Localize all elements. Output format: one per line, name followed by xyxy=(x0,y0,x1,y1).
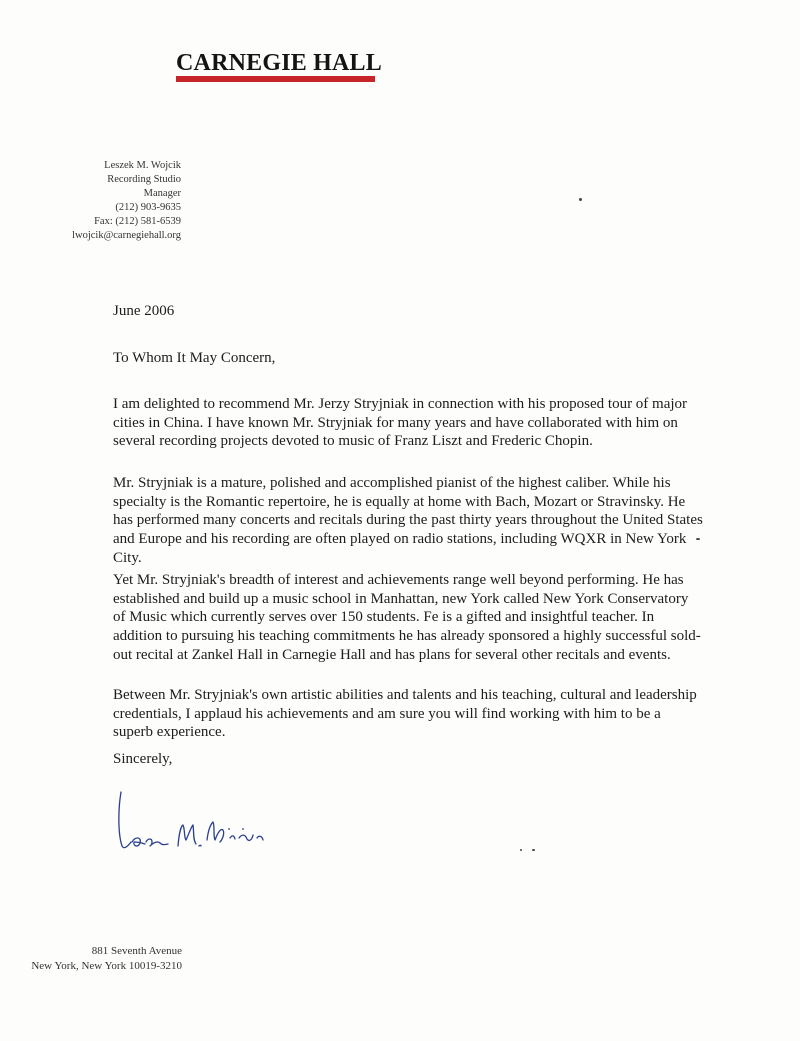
footer-street: 881 Seventh Avenue xyxy=(91,945,182,957)
sender-name: Leszek M. Wojcik xyxy=(104,160,181,171)
letter-paragraph-3: Yet Mr. Stryjniak's breadth of interest and achievements range well beyond performing. He has established and build up a music school in Manhattan, new York called New York Conservatory of Music which currently serves over 150 students. Fe is a gifted and insightful teacher. In addition to pursuing his teaching commitments he has already sponsored a highly successful sold-out recital at Zankel Hall in Carnegie Hall and has plans for several other recitals and events. xyxy=(113,572,701,663)
sender-fax: Fax: (212) 581-6539 xyxy=(94,216,181,227)
paper-speck xyxy=(520,849,522,851)
letter-closing: Sincerely, xyxy=(113,751,173,767)
sender-email: lwojcik@carnegiehall.org xyxy=(72,230,181,241)
paper-speck xyxy=(532,849,535,851)
sender-contact-block xyxy=(40,159,181,243)
letterhead-red-bar xyxy=(176,76,375,82)
handwritten-signature xyxy=(112,782,272,857)
letter-paragraph-2: Mr. Stryjniak is a mature, polished and accomplished pianist of the highest caliber. While his specialty is the Romantic repertoire, he is equally at home with Bach, Mozart or Stravinsky. He has performed many concerts and recitals during the past thirty years throughout the United States and Europe and his recording are often played on radio stations, including WQXR in New York City. xyxy=(113,475,703,566)
footer-city: New York, New York 10019-3210 xyxy=(31,959,182,972)
sender-title-line1: Recording Studio xyxy=(107,174,181,185)
letter-paragraph-1: I am delighted to recommend Mr. Jerzy Stryjniak in connection with his proposed tour of major cities in China. I have known Mr. Stryjniak for many years and have collaborated with him on several recording projects devoted to music of Franz Liszt and Frederic Chopin. xyxy=(113,396,688,450)
footer-address xyxy=(20,944,182,973)
paper-speck xyxy=(579,198,582,201)
sender-title-line2: Manager xyxy=(143,188,181,199)
sender-phone: (212) 903-9635 xyxy=(115,202,181,213)
letter-paragraph-4: Between Mr. Stryjniak's own artistic abilities and talents and his teaching, cultural and leadership credentials, I applaud his achievements and am sure you will find working with him to be a superb experience. xyxy=(113,687,697,741)
paper-speck xyxy=(696,538,700,540)
letterhead-logo: CARNEGIE HALL xyxy=(176,50,382,76)
letter-salutation: To Whom It May Concern, xyxy=(113,350,276,366)
letter-date: June 2006 xyxy=(113,303,175,319)
